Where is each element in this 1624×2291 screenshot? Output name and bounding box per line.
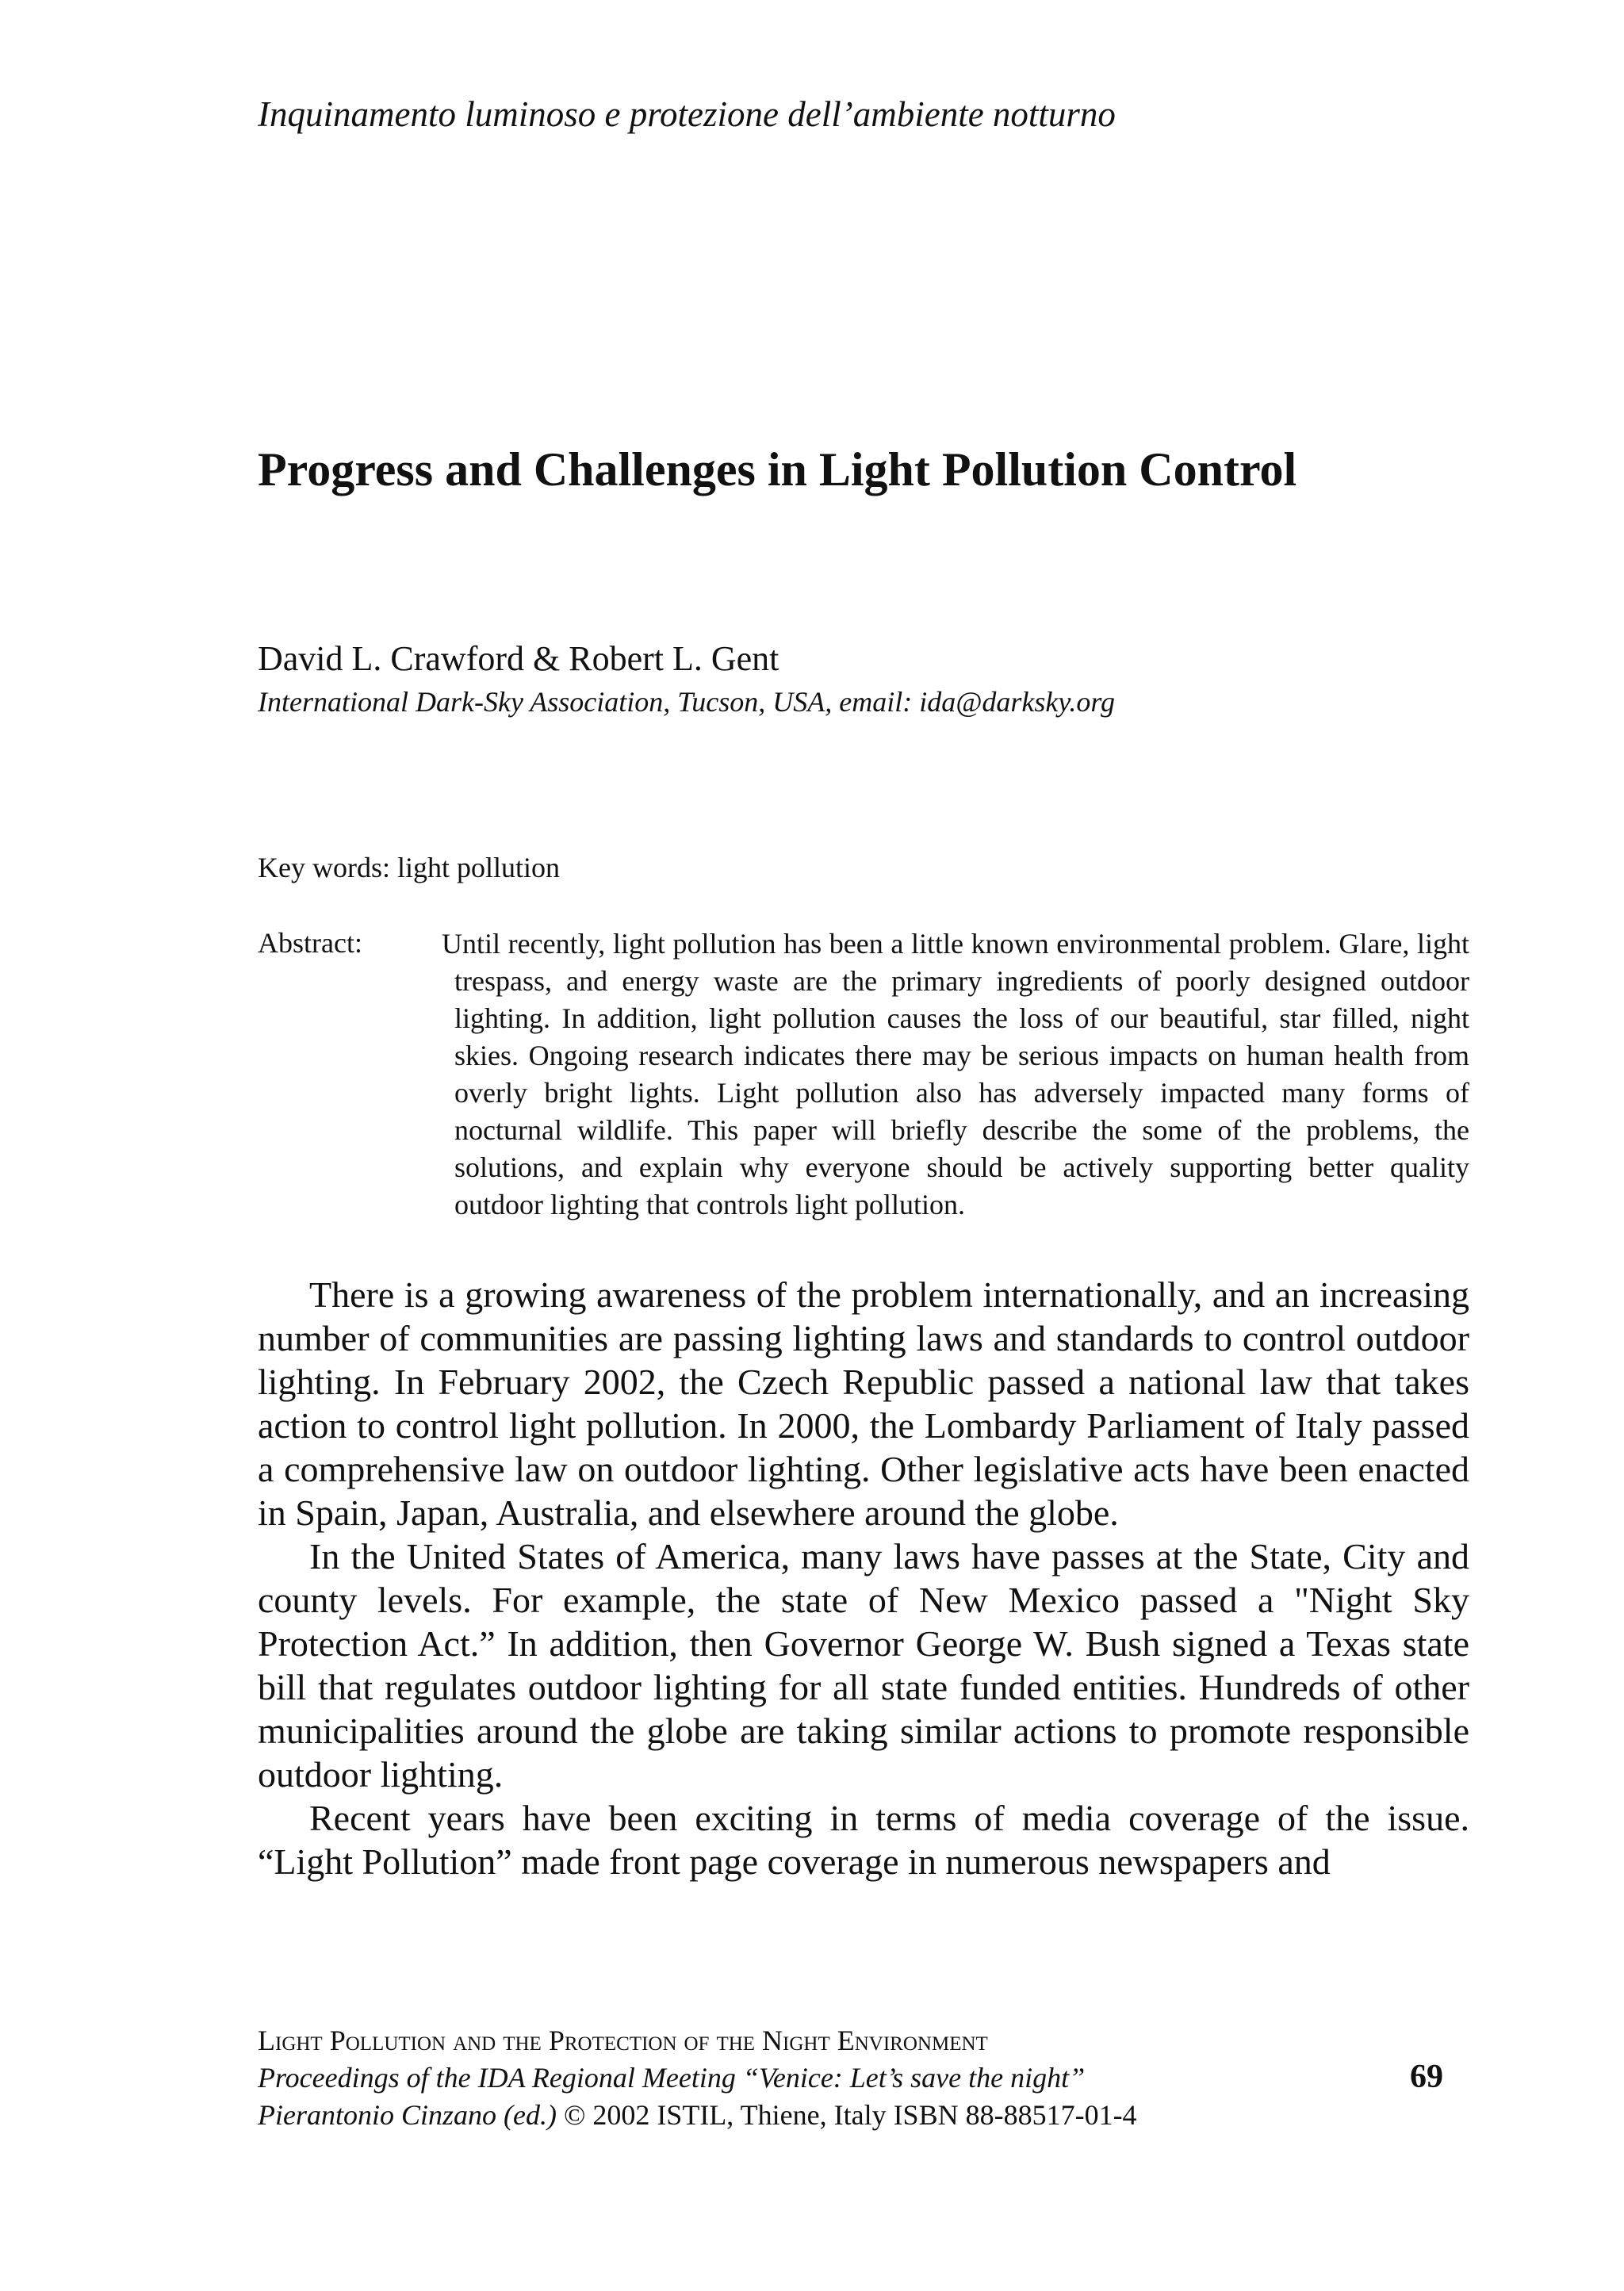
- body-paragraph-1: There is a growing awareness of the problem internationally, and an increasing number of communities are passing lighting laws and standards to control outdoor lighting. In February 2002, the Czech Republic passed a national law that takes action to control light pollution. In 2000, the Lombardy Parliament of Italy passed a comprehensive law on outdoor lighting. Other legislative acts have been enacted in Spain, Japan, Australia, and elsewhere around the globe.: [258, 1274, 1469, 1533]
- footer-editor: Pierantonio Cinzano (ed.): [258, 2099, 557, 2131]
- running-header: Inquinamento luminoso e protezione dell’ambiente notturno: [258, 94, 1116, 134]
- body-paragraph-2: In the United States of America, many laws have passes at the State, City and county levels. For example, the state of New Mexico passed a "Night Sky Protection Act.” In addition, then Governor George W. Bush signed a Texas state bill that regulates outdoor lighting for all state funded entities. Hundreds of other municipalities around the globe are taking similar actions to promote responsible outdoor lighting.: [258, 1536, 1469, 1795]
- body-paragraph-3: Recent years have been exciting in terms of media coverage of the issue. “Light Pollution” made front page coverage in numerous newspapers and: [258, 1798, 1469, 1882]
- abstract-text: Until recently, light pollution has been a little known environmental problem. Glare, light trespass, and energy waste are the primary ingredients of poorly designed outdoor lighting. In addition, light pollution causes the loss of our beautiful, star filled, night skies. Ongoing research indicates there may be serious impacts on human health from overly bright lights. Light pollution also has adversely impacted many forms of nocturnal wildlife. This paper will briefly describe the some of the problems, the solutions, and explain why everyone should be actively supporting better quality outdoor lighting that controls light pollution.: [442, 928, 1469, 1220]
- author-list: David L. Crawford & Robert L. Gent: [258, 639, 779, 678]
- page-footer: [258, 2022, 1469, 2134]
- footer-publication-info: [258, 2097, 1469, 2134]
- paper-title: Progress and Challenges in Light Pollution Control: [258, 443, 1297, 496]
- footer-proceedings: Proceedings of the IDA Regional Meeting “Venice: Let’s save the night”: [258, 2062, 1086, 2094]
- abstract-label: Abstract:: [258, 927, 362, 959]
- author-affiliation: International Dark-Sky Association, Tucson, USA, email: ida@darksky.org: [258, 686, 1116, 718]
- footer-publisher: © 2002 ISTIL, Thiene, Italy ISBN 88-88517-01-4: [556, 2099, 1137, 2131]
- keywords: Key words: light pollution: [258, 852, 560, 883]
- footer-series-title: Light Pollution and the Protection of the Night Environment: [258, 2025, 988, 2056]
- page-number: 69: [1410, 2059, 1443, 2095]
- body-text: [258, 1273, 1469, 1883]
